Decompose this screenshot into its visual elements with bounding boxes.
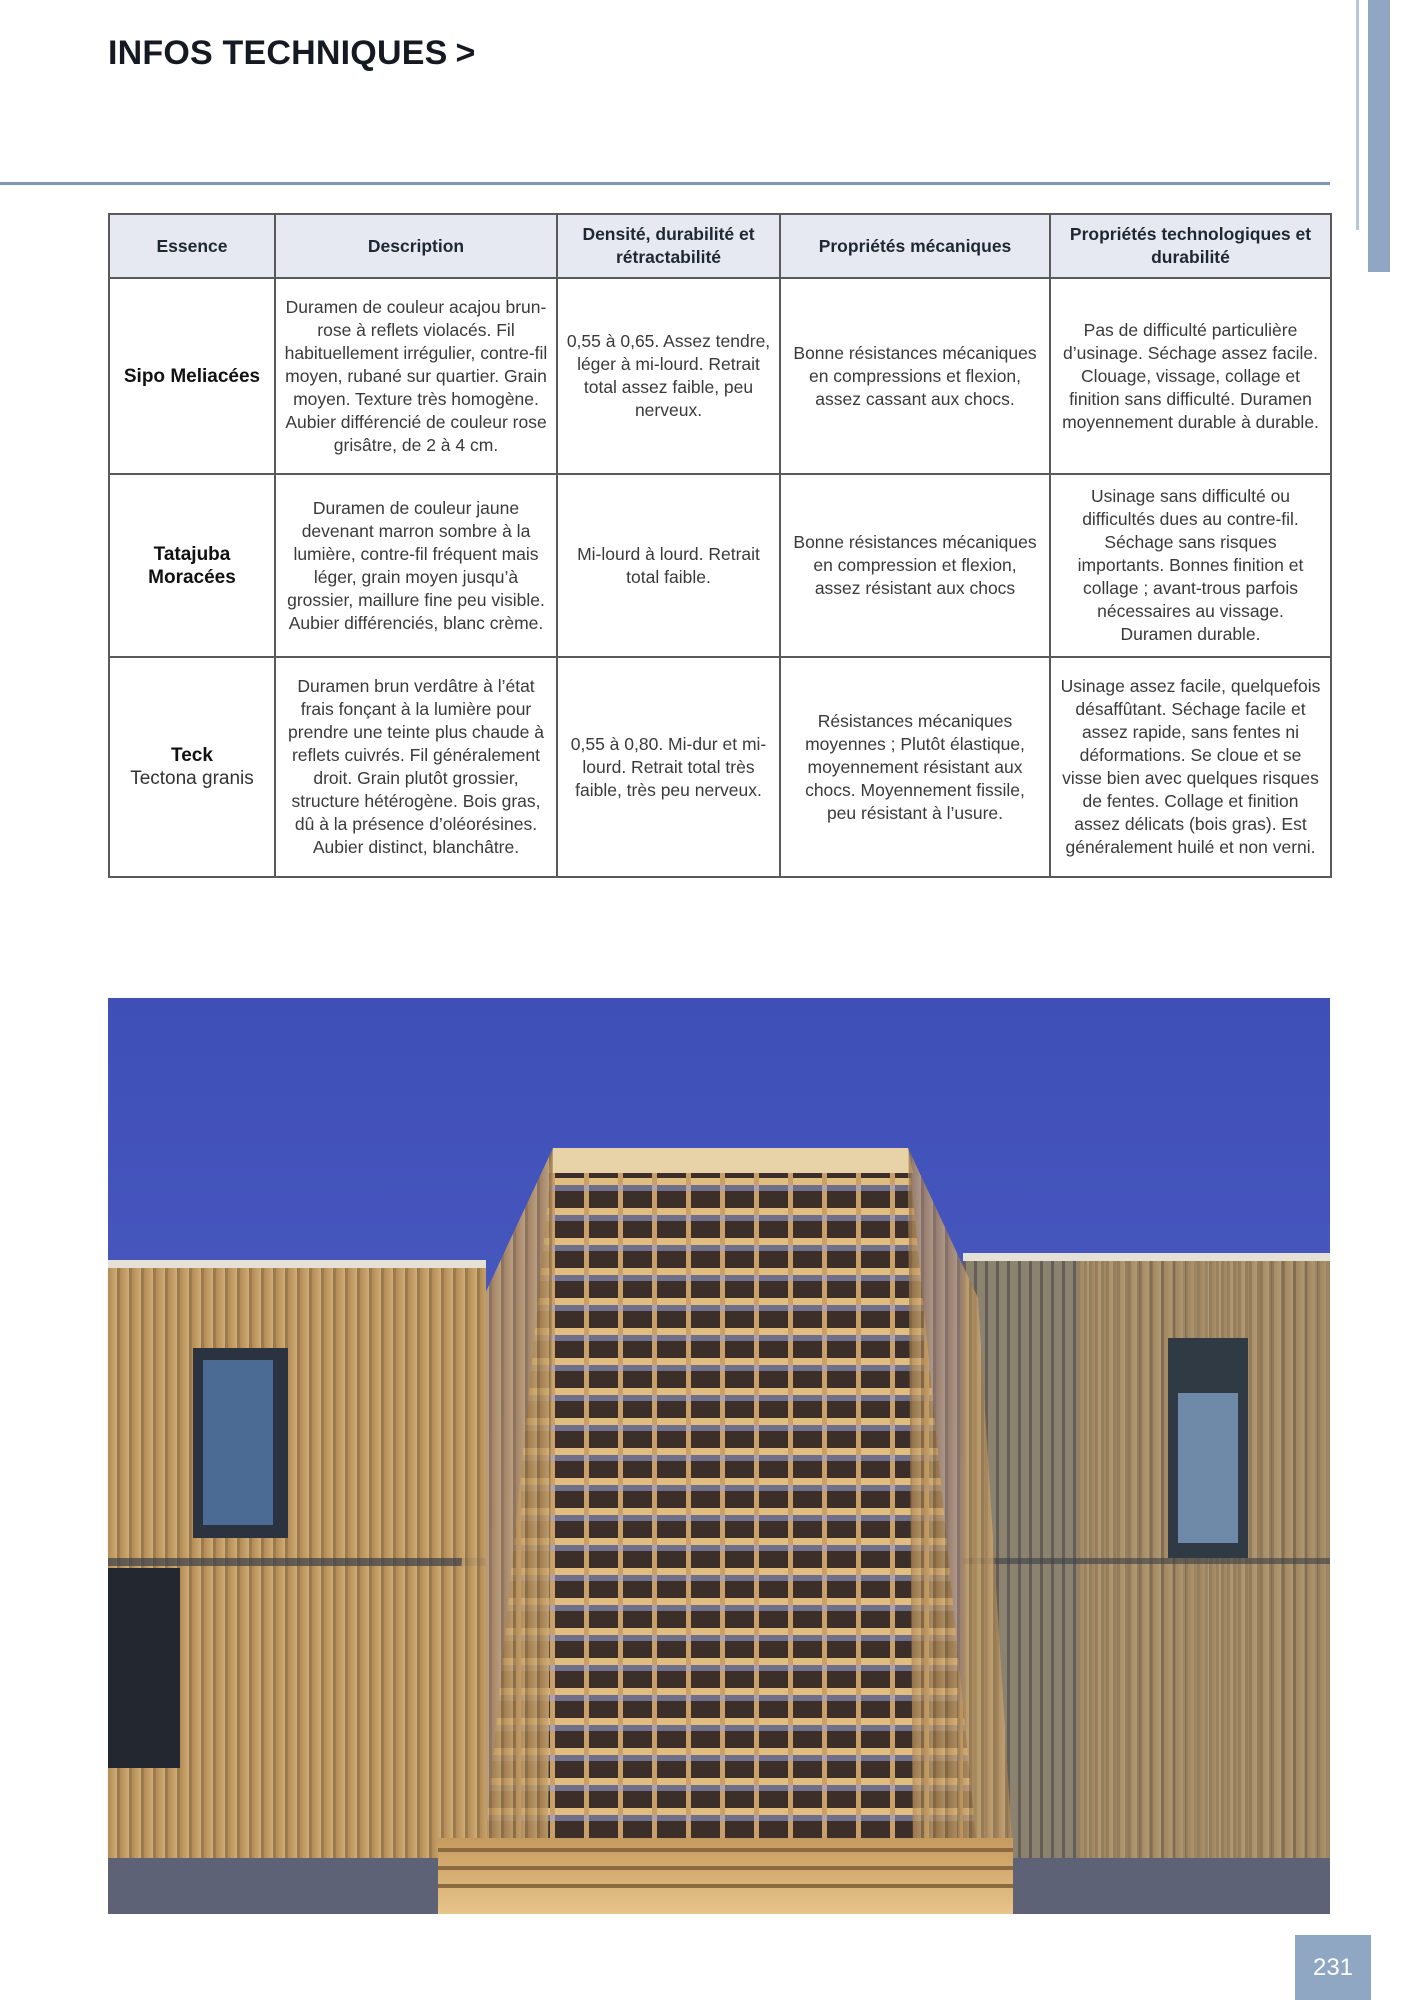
cell-mechanical: Bonne résistances mécaniques en compressions et flexion, assez cassant aux chocs. [780, 278, 1050, 474]
page-title-text: INFOS TECHNIQUES [108, 34, 448, 72]
essence-name: Teck [171, 745, 213, 766]
cell-technological: Usinage sans difficulté ou difficultés dues au contre-fil. Séchage sans risques importants. Bonnes finition et collage ; avant-trous parfois nécessaires au vissage. Duramen durable. [1050, 474, 1331, 657]
cell-mechanical: Résistances mécaniques moyennes ; Plutôt élastique, moyennement résistant aux chocs. Moyennement fissile, peu résistant à l’usure. [780, 657, 1050, 877]
table-row [109, 278, 1331, 474]
page-number: 231 [1295, 1935, 1371, 2000]
cell-description: Duramen de couleur acajou brun- rose à reflets violacés. Fil habituellement irrégulier, contre-fil moyen, rubané sur quartier. Grain moyen. Texture très homogène. Aubier différencié de couleur rose grisâtre, de 2 à 4 cm. [275, 278, 557, 474]
table-row [109, 474, 1331, 657]
essence-name: Sipo Meliacées [123, 365, 261, 387]
wooden-facade-illustration [108, 998, 1330, 1914]
cell-density: Mi-lourd à lourd. Retrait total faible. [557, 474, 780, 657]
cell-technological: Usinage assez facile, quelquefois désaffûtant. Séchage facile et assez rapide, sans fentes ni déformations. Se cloue et se visse bien avec quelques risques de fentes. Collage et finition assez délicats (bois gras). Est généralement huilé et non verni. [1050, 657, 1331, 877]
cell-mechanical: Bonne résistances mécaniques en compression et flexion, assez résistant aux chocs [780, 474, 1050, 657]
building-photo [108, 998, 1330, 1914]
column-header-mechanical: Propriétés mécaniques [780, 214, 1050, 278]
header-divider [0, 182, 1330, 185]
table-row [109, 657, 1331, 877]
column-header-essence: Essence [109, 214, 275, 278]
cell-technological: Pas de difficulté particulière d’usinage. Séchage assez facile. Clouage, vissage, collage et finition sans difficulté. Duramen moyennement durable à durable. [1050, 278, 1331, 474]
column-header-description: Description [275, 214, 557, 278]
page-title [108, 34, 476, 73]
cell-density: 0,55 à 0,65. Assez tendre, léger à mi-lourd. Retrait total assez faible, peu nerveux. [557, 278, 780, 474]
cell-essence [109, 278, 275, 474]
cell-essence [109, 474, 275, 657]
cell-essence [109, 657, 275, 877]
column-header-technological: Propriétés technologiques et durabilité [1050, 214, 1331, 278]
essence-family: Moracées [148, 566, 236, 588]
essence-scientific-name: Tectona granis [130, 768, 254, 789]
decorative-side-line [1356, 0, 1359, 230]
column-header-density: Densité, durabilité et rétractabilité [557, 214, 780, 278]
cell-description: Duramen de couleur jaune devenant marron sombre à la lumière, contre-fil fréquent mais léger, grain moyen jusqu’à grossier, maillure fine peu visible. Aubier différenciés, blanc crème. [275, 474, 557, 657]
cell-description: Duramen brun verdâtre à l’état frais fonçant à la lumière pour prendre une teinte plus chaude à reflets cuivrés. Fil généralement droit. Grain plutôt grossier, structure hétérogène. Bois gras, dû à la présence d’oléorésines. Aubier distinct, blanchâtre. [275, 657, 557, 877]
table-header-row [109, 214, 1331, 278]
decorative-side-bar [1368, 0, 1390, 272]
chevron-right-icon: > [455, 34, 476, 72]
cell-density: 0,55 à 0,80. Mi-dur et mi-lourd. Retrait total très faible, très peu nerveux. [557, 657, 780, 877]
essence-name: Tatajuba [153, 543, 231, 565]
wood-specs-table [108, 213, 1332, 878]
